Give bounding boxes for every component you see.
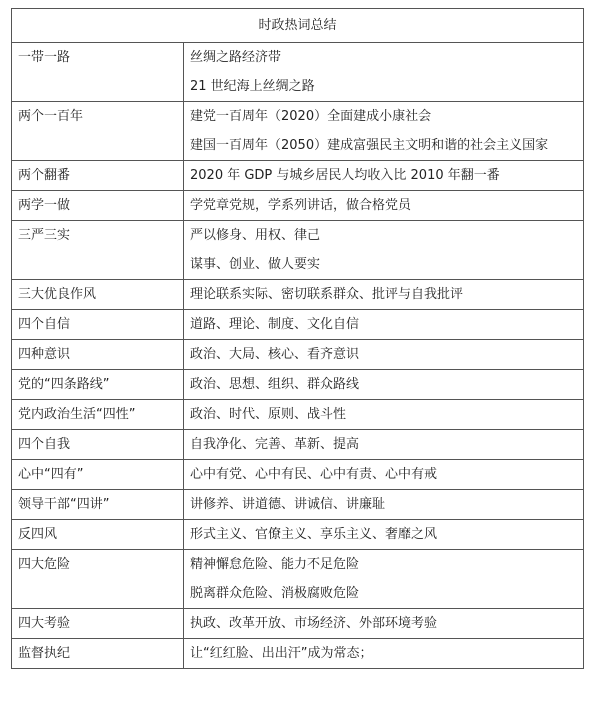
table-row — [12, 370, 584, 400]
table-title-row — [12, 9, 584, 43]
description-cell — [184, 221, 584, 280]
table-row — [12, 520, 584, 550]
description-line: 建国一百周年（2050）建成富强民主文明和谐的社会主义国家 — [190, 138, 549, 153]
term-cell: 党内政治生活“四性” — [12, 400, 184, 430]
description-line: 政治、大局、核心、看齐意识 — [190, 347, 360, 362]
term-cell: 四个自我 — [12, 430, 184, 460]
hot-words-document — [11, 8, 583, 669]
description-line: 道路、理论、制度、文化自信 — [190, 317, 360, 332]
term-cell: 心中“四有” — [12, 460, 184, 490]
description-line: 让“红红脸、出出汗”成为常态； — [190, 646, 373, 661]
table-row — [12, 221, 584, 280]
table-row — [12, 609, 584, 639]
table-row — [12, 280, 584, 310]
table-row — [12, 310, 584, 340]
description-line: 学党章党规，学系列讲话，做合格党员 — [190, 198, 412, 213]
term-cell: 三严三实 — [12, 221, 184, 280]
table-row — [12, 43, 584, 102]
description-line: 严以修身、用权、律己 — [190, 228, 321, 243]
term-cell: 四种意识 — [12, 340, 184, 370]
hot-words-table — [11, 8, 584, 669]
description-cell — [184, 161, 584, 191]
term-cell: 四大危险 — [12, 550, 184, 609]
description-cell — [184, 609, 584, 639]
description-line: 自我净化、完善、革新、提高 — [190, 437, 360, 452]
description-cell — [184, 43, 584, 102]
table-row — [12, 639, 584, 669]
table-title: 时政热词总结 — [12, 9, 584, 43]
description-cell — [184, 340, 584, 370]
description-line: 理论联系实际、密切联系群众、批评与自我批评 — [190, 287, 464, 302]
description-cell — [184, 430, 584, 460]
term-cell: 两个翻番 — [12, 161, 184, 191]
table-row — [12, 460, 584, 490]
table-row — [12, 490, 584, 520]
description-line: 21 世纪海上丝绸之路 — [190, 79, 315, 94]
term-cell: 三大优良作风 — [12, 280, 184, 310]
term-cell: 监督执纪 — [12, 639, 184, 669]
description-line: 脱离群众危险、消极腐败危险 — [190, 586, 360, 601]
description-line: 建党一百周年（2020）全面建成小康社会 — [190, 109, 432, 124]
description-line: 政治、时代、原则、战斗性 — [190, 407, 347, 422]
term-cell: 两个一百年 — [12, 102, 184, 161]
table-row — [12, 340, 584, 370]
description-cell — [184, 639, 584, 669]
description-cell — [184, 520, 584, 550]
table-row — [12, 102, 584, 161]
description-cell — [184, 490, 584, 520]
description-line: 政治、思想、组织、群众路线 — [190, 377, 360, 392]
description-cell — [184, 460, 584, 490]
description-line: 心中有党、心中有民、心中有责、心中有戒 — [190, 467, 438, 482]
description-line: 2020 年 GDP 与城乡居民人均收入比 2010 年翻一番 — [190, 168, 500, 183]
table-row — [12, 161, 584, 191]
table-row — [12, 400, 584, 430]
description-line: 丝绸之路经济带 — [190, 50, 282, 65]
term-cell: 党的“四条路线” — [12, 370, 184, 400]
table-row — [12, 191, 584, 221]
term-cell: 两学一做 — [12, 191, 184, 221]
description-line: 执政、改革开放、市场经济、外部环境考验 — [190, 616, 438, 631]
description-cell — [184, 310, 584, 340]
description-cell — [184, 550, 584, 609]
description-cell — [184, 400, 584, 430]
table-row — [12, 550, 584, 609]
description-line: 形式主义、官僚主义、享乐主义、奢靡之风 — [190, 527, 438, 542]
description-cell — [184, 370, 584, 400]
term-cell: 四大考验 — [12, 609, 184, 639]
table-row — [12, 430, 584, 460]
term-cell: 领导干部“四讲” — [12, 490, 184, 520]
term-cell: 一带一路 — [12, 43, 184, 102]
description-cell — [184, 280, 584, 310]
term-cell: 四个自信 — [12, 310, 184, 340]
term-cell: 反四风 — [12, 520, 184, 550]
description-cell — [184, 191, 584, 221]
description-line: 谋事、创业、做人要实 — [190, 257, 321, 272]
description-line: 精神懈怠危险、能力不足危险 — [190, 557, 360, 572]
description-line: 讲修养、讲道德、讲诚信、讲廉耻 — [190, 497, 386, 512]
description-cell — [184, 102, 584, 161]
